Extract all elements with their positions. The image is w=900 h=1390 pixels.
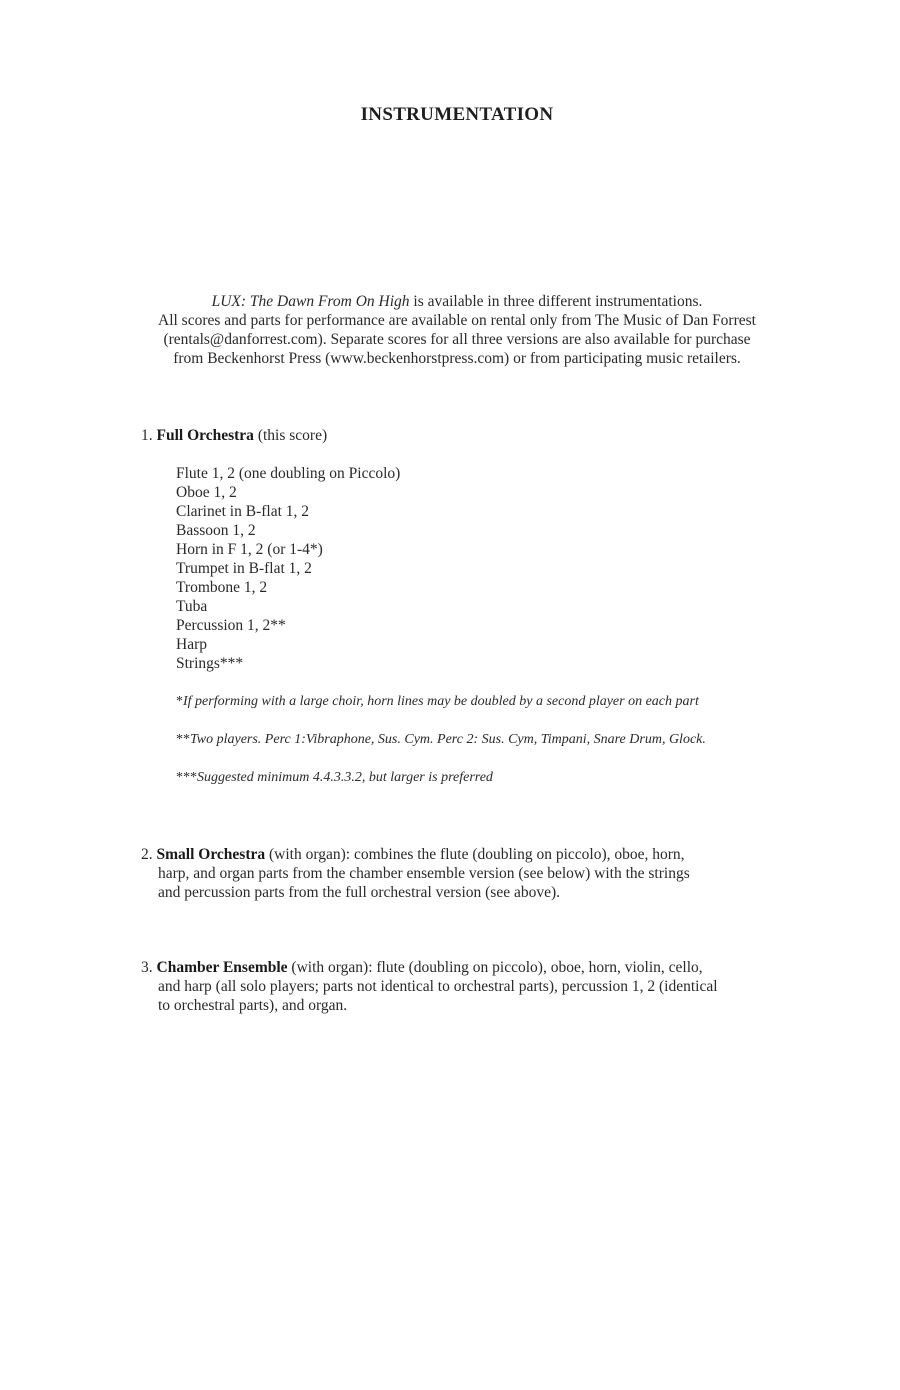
footnote-marker: ** — [176, 732, 190, 747]
small-orchestra-line-1-rest: (with organ): combines the flute (doubling on piccolo), oboe, horn, — [265, 846, 685, 863]
intro-line-2: All scores and parts for performance are available on rental only from The Music of Dan Forrest — [158, 312, 756, 329]
full-orchestra-section — [141, 426, 801, 445]
full-orchestra-name: Full Orchestra — [156, 427, 254, 444]
footnote-marker: * — [176, 694, 183, 709]
small-orchestra-line-1 — [141, 845, 801, 864]
small-orchestra-section — [141, 845, 801, 902]
page-title: INSTRUMENTATION — [360, 104, 554, 125]
instrument-item: Percussion 1, 2** — [176, 617, 286, 634]
instrument-item: Trombone 1, 2 — [176, 579, 268, 596]
chamber-ensemble-line-3: to orchestral parts), and organ. — [158, 997, 348, 1014]
footnote-text: Two players. Perc 1:Vibraphone, Sus. Cym. Perc 2: Sus. Cym, Timpani, Snare Drum, Glock. — [190, 732, 706, 747]
chamber-ensemble-line-1-rest: (with organ): flute (doubling on piccolo), oboe, horn, violin, cello, — [287, 959, 703, 976]
full-orchestra-number: 1. — [141, 427, 157, 444]
instrument-item: Clarinet in B-flat 1, 2 — [176, 503, 310, 520]
chamber-ensemble-section — [141, 958, 801, 1015]
footnote-marker: *** — [176, 770, 197, 785]
small-orchestra-number: 2. — [141, 846, 157, 863]
instrument-list — [176, 464, 400, 673]
small-orchestra-line-3: and percussion parts from the full orchestral version (see above). — [158, 884, 561, 901]
full-orchestra-note: (this score) — [253, 427, 328, 444]
instrument-item: Oboe 1, 2 — [176, 484, 237, 501]
intro-line-4: from Beckenhorst Press (www.beckenhorstpress.com) or from participating music retailers. — [173, 350, 741, 367]
chamber-ensemble-line-2: and harp (all solo players; parts not identical to orchestral parts), percussion 1, 2 (identical — [158, 978, 718, 995]
chamber-ensemble-line-1 — [141, 958, 801, 977]
full-orchestra-heading — [141, 426, 801, 445]
instrument-item: Harp — [176, 636, 207, 653]
footnote-text: If performing with a large choir, horn lines may be doubled by a second player on each part — [183, 694, 699, 709]
chamber-ensemble-number: 3. — [141, 959, 157, 976]
footnote-percussion — [176, 730, 706, 749]
instrument-item: Strings*** — [176, 655, 244, 672]
chamber-ensemble-name: Chamber Ensemble — [156, 959, 288, 976]
instrument-item: Bassoon 1, 2 — [176, 522, 256, 539]
instrument-item: Trumpet in B-flat 1, 2 — [176, 560, 312, 577]
small-orchestra-name: Small Orchestra — [156, 846, 266, 863]
small-orchestra-line-2: harp, and organ parts from the chamber ensemble version (see below) with the strings — [158, 865, 690, 882]
instrument-item: Flute 1, 2 (one doubling on Piccolo) — [176, 465, 401, 482]
intro-paragraph — [0, 292, 900, 368]
intro-line-1-rest: is available in three different instrumentations. — [409, 293, 703, 310]
instrument-item: Horn in F 1, 2 (or 1-4*) — [176, 541, 323, 558]
footnote-strings — [176, 768, 493, 787]
intro-line-1 — [0, 292, 900, 311]
intro-line-3: (rentals@danforrest.com). Separate scores for all three versions are also available for purchase — [163, 331, 751, 348]
footnote-horns — [176, 692, 699, 711]
work-title: LUX: The Dawn From On High — [211, 293, 410, 310]
instrument-item: Tuba — [176, 598, 208, 615]
footnote-text: Suggested minimum 4.4.3.3.2, but larger is preferred — [197, 770, 493, 785]
